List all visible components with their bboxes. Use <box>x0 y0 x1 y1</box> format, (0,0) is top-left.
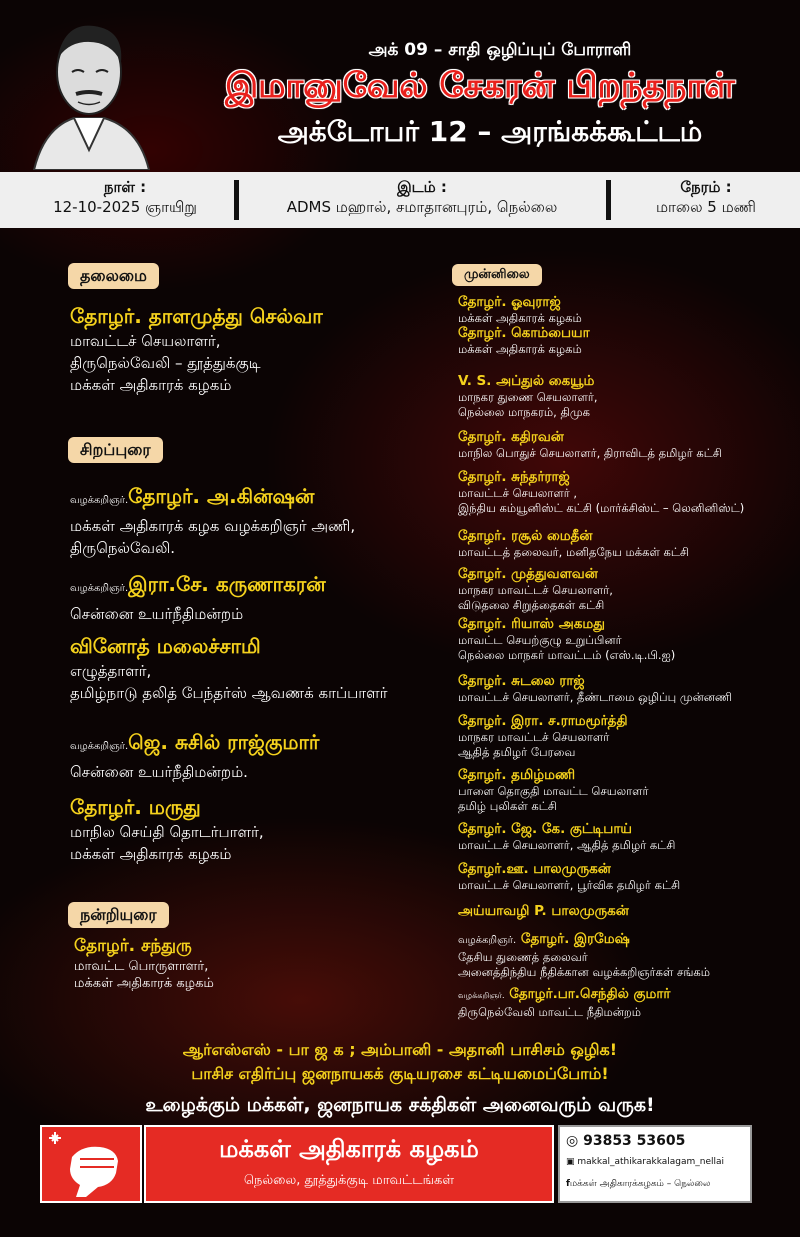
time-label: நேரம் : <box>680 178 732 196</box>
advocate-org: அனைத்திந்திய நீதிக்கான வழக்கறிஞர்கள் சங்கம் <box>458 965 711 979</box>
speaker-org: மக்கள் அதிகாரக் கழகம் <box>70 845 232 863</box>
advocate-name: தோழர். இரமேஷ் <box>520 931 630 947</box>
date-value: 12-10-2025 ஞாயிறு <box>53 198 197 216</box>
speaker-place: திருநெல்வேலி. <box>70 539 175 557</box>
time-value: மாலை 5 மணி <box>655 198 756 216</box>
presence-item <box>458 372 798 420</box>
presence-detail: மாவட்டச் செயலாளர் , <box>458 486 578 500</box>
speaker-role: சென்னை உயர்நீதிமன்றம் <box>70 605 244 623</box>
presence-detail: மாவட்டச் செயலாளர், தீண்டாமை ஒழிப்பு முன்னணி <box>458 690 733 704</box>
facebook-page: மக்கள் அதிகாரக்கழகம் – நெல்லை <box>569 1179 711 1189</box>
presence-item <box>458 766 798 814</box>
presence-detail: மக்கள் அதிகாரக் கழகம் <box>458 342 582 356</box>
venue-label: இடம் : <box>397 178 447 196</box>
speaker-name: வினோத் மலைச்சாமி <box>70 634 261 658</box>
phone-number: 93853 53605 <box>583 1133 686 1149</box>
chair-org: மக்கள் அதிகாரக் கழகம் <box>70 376 232 394</box>
poster-header <box>0 0 800 170</box>
presence-name: தோழர். கதிரவன் <box>458 429 564 445</box>
slogan-1: ஆர்எஸ்எஸ் - பா ஜ க ; அம்பானி - அதானி பாசிசம் ஒழிக! <box>182 1040 618 1059</box>
divider <box>234 180 239 220</box>
presence-tag: முன்னிலை <box>452 264 542 286</box>
speaker-name: இரா.சே. கருணாகரன் <box>128 572 326 596</box>
presence-detail: இந்திய கம்யூனிஸ்ட் கட்சி (மார்க்சிஸ்ட் – லெனினிஸ்ட்) <box>458 501 745 515</box>
presence-name: தோழர். சுடலை ராஜ் <box>458 673 585 689</box>
speaker-role: மக்கள் அதிகாரக் கழக வழக்கறிஞர் அணி, <box>70 517 356 535</box>
slogan-3: உழைக்கும் மக்கள், ஜனநாயக சக்திகள் அனைவரும் வருக! <box>145 1094 655 1116</box>
chair-name: தோழர். தாளமுத்து செல்வா <box>70 304 323 328</box>
presence-name: தோழர். ஜே. கே. குட்டிபாய் <box>458 821 632 837</box>
speaker-role: சென்னை உயர்நீதிமன்றம். <box>70 763 248 781</box>
date-cell <box>20 178 230 218</box>
whatsapp-icon: ◎ <box>566 1133 579 1149</box>
contact-panel <box>558 1125 752 1203</box>
presence-detail: மாநகர மாவட்டச் செயலாளர், <box>458 583 613 597</box>
speaker-org: தமிழ்நாடு தலித் பேந்தர்ஸ் ஆவணக் காப்பாளர் <box>70 684 388 702</box>
advocate-block <box>458 985 798 1020</box>
presence-detail: மாநகர துணை செயலாளர், <box>458 390 598 404</box>
instagram-row <box>566 1157 724 1167</box>
speaker-name: தோழர். அ.கின்ஷன் <box>128 484 315 508</box>
speaker-block <box>70 570 450 625</box>
divider <box>606 180 611 220</box>
presence-name: அய்யாவழி P. பாலமுருகன் <box>458 903 629 919</box>
advocate-prefix: வழக்கறிஞர். <box>70 741 129 752</box>
presence-detail: ஆதித் தமிழர் பேரவை <box>458 745 576 759</box>
chair-block <box>70 302 440 396</box>
speaker-block <box>70 632 450 704</box>
facebook-icon: f <box>566 1179 570 1189</box>
speaker-block <box>70 728 450 783</box>
special-tag: சிறப்புரை <box>68 437 163 463</box>
presence-detail: விடுதலை சிறுத்தைகள் கட்சி <box>458 598 605 612</box>
thanks-role: மாவட்ட பொருளாளர், <box>74 959 209 974</box>
presence-item <box>458 820 798 853</box>
venue-cell <box>244 178 600 218</box>
speaker-role: எழுத்தாளர், <box>70 662 152 680</box>
presence-name: தோழர். ஓவுராஜ் <box>458 294 561 310</box>
portrait-illustration <box>14 10 164 170</box>
presence-detail: தமிழ் புலிகள் கட்சி <box>458 799 557 813</box>
fist-icon <box>42 1127 140 1201</box>
date-label: நாள் : <box>103 178 147 196</box>
presence-name: தோழர்.ஊ. பாலமுருகன் <box>458 861 611 877</box>
presence-item <box>458 672 798 705</box>
advocate-role: திருநெல்வேலி மாவட்ட நீதிமன்றம் <box>458 1005 642 1019</box>
presence-detail: மக்கள் அதிகாரக் கழகம் <box>458 311 582 325</box>
presence-item <box>458 324 798 357</box>
org-name: மக்கள் அதிகாரக் கழகம் <box>219 1135 479 1163</box>
advocate-prefix: வழக்கறிஞர். <box>70 495 129 506</box>
presence-item <box>458 468 798 516</box>
thanks-tag: நன்றியுரை <box>68 902 169 928</box>
presence-item <box>458 428 798 461</box>
presence-item <box>458 565 798 613</box>
presence-detail: மாநகர மாவட்டச் செயலாளர் <box>458 730 610 744</box>
presence-name: V. S. அப்துல் கையூம் <box>458 373 595 389</box>
footer-banner <box>40 1125 752 1203</box>
presence-name: தோழர். முத்துவளவன் <box>458 566 598 582</box>
advocate-prefix: வழக்கறிஞர். <box>458 935 517 946</box>
fist-logo <box>40 1125 142 1203</box>
instagram-icon: ▣ <box>566 1157 575 1167</box>
presence-name: தோழர். ரியாஸ் அகமது <box>458 616 605 632</box>
advocate-role: தேசிய துணைத் தலைவர் <box>458 950 588 964</box>
speaker-role: மாநில செய்தி தொடர்பாளர், <box>70 823 264 841</box>
event-info-bar <box>0 172 800 228</box>
presence-item <box>458 712 798 760</box>
advocate-prefix: வழக்கறிஞர். <box>70 583 129 594</box>
presence-item <box>458 902 798 920</box>
presence-name: தோழர். சுந்தர்ராஜ் <box>458 469 570 485</box>
thanks-org: மக்கள் அதிகாரக் கழகம் <box>74 976 214 991</box>
speaker-block <box>70 482 450 559</box>
presence-name: தோழர். இரா. ச.ராமமூர்த்தி <box>458 713 628 729</box>
thanks-block <box>74 934 444 992</box>
presence-detail: மாவட்டச் செயலாளர், ஆதித் தமிழர் கட்சி <box>458 838 676 852</box>
header-event: அக்டோபர் 12 – அரங்கக்கூட்டம் <box>277 115 703 148</box>
presence-detail: மாவட்டச் செயலாளர், பூர்விக தமிழர் கட்சி <box>458 878 681 892</box>
presence-item <box>458 293 798 326</box>
advocate-name: தோழர்.பா.செந்தில் குமார் <box>509 986 671 1002</box>
speaker-block <box>70 793 450 865</box>
presence-detail: மாவட்டத் தலைவர், மனிதநேய மக்கள் கட்சி <box>458 545 690 559</box>
phone-row <box>566 1133 685 1149</box>
presence-detail: நெல்லை மாநகர் மாவட்டம் (எஸ்.டி.பி.ஐ) <box>458 648 676 662</box>
presence-name: தோழர். தமிழ்மணி <box>458 767 576 783</box>
header-title: இமானுவேல் சேகரன் பிறந்தநாள் <box>225 66 735 106</box>
chair-region: திருநெல்வேலி – தூத்துக்குடி <box>70 354 261 372</box>
presence-detail: மாநில பொதுச் செயலாளர், திராவிடத் தமிழர் கட்சி <box>458 446 722 460</box>
advocate-prefix: வழக்கறிஞர். <box>458 991 505 1000</box>
presence-name: தோழர். ரசூல் மைதீன் <box>458 528 593 544</box>
facebook-row <box>566 1179 710 1190</box>
chair-role: மாவட்டச் செயலாளர், <box>70 332 221 350</box>
thanks-name: தோழர். சந்துரு <box>74 936 192 956</box>
presence-detail: மாவட்ட செயற்குழு உறுப்பினர் <box>458 633 622 647</box>
org-districts: நெல்லை, தூத்துக்குடி மாவட்டங்கள் <box>243 1173 455 1188</box>
speaker-name: தோழர். மருது <box>70 795 201 819</box>
header-subtitle: அக் 09 – சாதி ஒழிப்புப் போராளி <box>368 40 632 60</box>
instagram-handle: makkal_athikarakkalagam_nellai <box>577 1157 725 1167</box>
presence-name: தோழர். கொம்பையா <box>458 325 590 341</box>
org-panel <box>144 1125 554 1203</box>
chair-tag: தலைமை <box>68 263 159 289</box>
advocate-block <box>458 930 798 980</box>
presence-item <box>458 527 798 560</box>
presence-detail: பாளை தொகுதி மாவட்ட செயலாளர் <box>458 784 649 798</box>
presence-item <box>458 860 798 893</box>
presence-item <box>458 615 798 663</box>
venue-value: ADMS மஹால், சமாதானபுரம், நெல்லை <box>286 198 558 216</box>
time-cell <box>616 178 796 218</box>
presence-detail: நெல்லை மாநகரம், திமுக <box>458 405 591 419</box>
slogan-2: பாசிச எதிர்ப்பு ஜனநாயகக் குடியரசை கட்டியமைப்போம்! <box>191 1064 609 1083</box>
speaker-name: ஜெ. சுசில் ராஜ்குமார் <box>128 730 320 754</box>
